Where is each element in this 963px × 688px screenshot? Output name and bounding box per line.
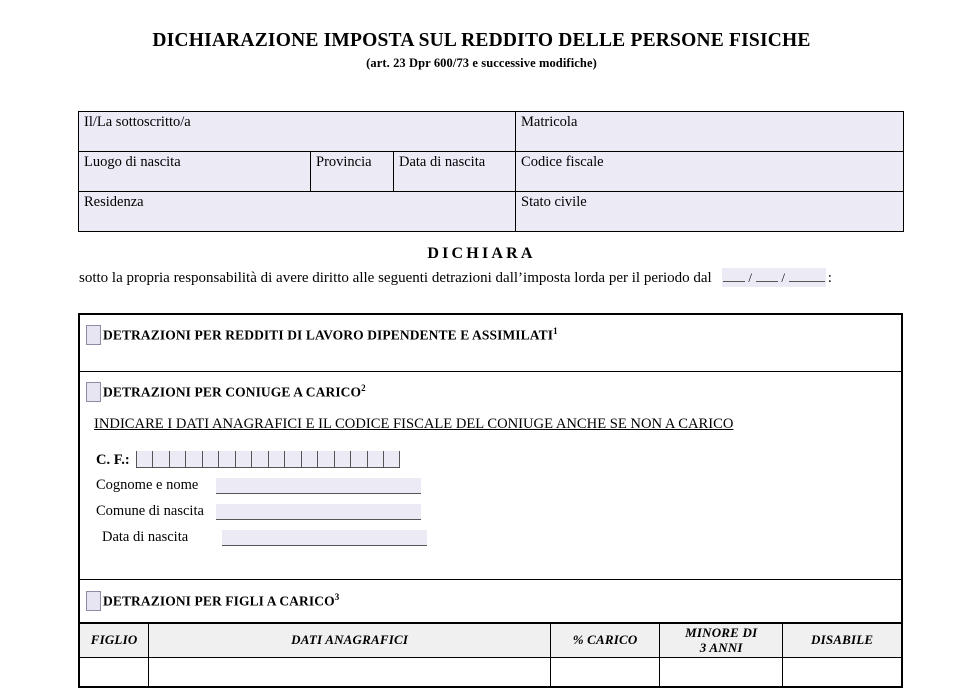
section-label	[103, 326, 558, 344]
table-row	[79, 192, 904, 232]
section-lavoro-dipendente	[80, 315, 901, 372]
coniuge-instruction: INDICARE I DATI ANAGRAFICI E IL CODICE FISCALE DEL CONIUGE ANCHE SE NON A CARICO	[94, 416, 734, 432]
column-header-figlio: FIGLIO	[79, 623, 149, 658]
checkbox-lavoro-dipendente[interactable]	[86, 325, 101, 345]
section-label	[103, 383, 366, 401]
declaration-text: sotto la propria responsabilità di avere diritto alle seguenti detrazioni dall’imposta lorda per il periodo dal	[79, 270, 712, 286]
field-label: Cognome e nome	[96, 476, 199, 493]
checkbox-coniuge[interactable]	[86, 382, 101, 402]
cf-cell[interactable]	[268, 451, 285, 467]
period-start-date-input[interactable]	[722, 268, 826, 287]
date-separator: /	[748, 270, 753, 285]
cf-cell[interactable]	[334, 451, 351, 467]
declaration-colon: :	[827, 270, 832, 286]
field-sottoscritto[interactable]	[79, 112, 516, 152]
coniuge-details	[80, 416, 901, 562]
cf-cell[interactable]	[169, 451, 186, 467]
table-row	[79, 112, 904, 152]
field-label: Residenza	[84, 194, 144, 210]
date-year-segment[interactable]	[789, 268, 825, 282]
cf-cell[interactable]	[152, 451, 169, 467]
field-label: Provincia	[316, 154, 372, 170]
field-label: Data di nascita	[102, 528, 189, 545]
cf-cell[interactable]	[317, 451, 334, 467]
cf-label: C. F.:	[96, 451, 130, 468]
cf-cell[interactable]	[301, 451, 318, 467]
field-luogo-nascita[interactable]	[79, 152, 311, 192]
field-label: Comune di nascita	[96, 502, 204, 519]
cell-dati-anagrafici[interactable]	[149, 658, 551, 688]
coniuge-cognome-row	[96, 474, 901, 494]
section-label-text: DETRAZIONI PER FIGLI A CARICO	[103, 593, 335, 609]
cell-percento-carico[interactable]	[551, 658, 660, 688]
title-block	[0, 0, 963, 71]
section-label-text: DETRAZIONI PER CONIUGE A CARICO	[103, 384, 362, 400]
cf-input-comb[interactable]	[136, 451, 400, 468]
field-label: Luogo di nascita	[84, 154, 181, 170]
footnote-marker: 2	[361, 383, 366, 394]
date-day-segment[interactable]	[723, 268, 745, 282]
checkbox-row	[80, 315, 901, 355]
cell-minore-3-anni[interactable]	[660, 658, 783, 688]
declaration-sentence	[79, 268, 909, 287]
field-codice-fiscale[interactable]	[516, 152, 904, 192]
cf-cell[interactable]	[367, 451, 384, 467]
footnote-marker: 1	[553, 326, 558, 337]
checkbox-row	[80, 372, 901, 412]
table-row	[79, 152, 904, 192]
cf-cell[interactable]	[383, 451, 400, 467]
cf-cell[interactable]	[284, 451, 301, 467]
coniuge-cf-row	[96, 451, 901, 468]
field-label: Matricola	[521, 114, 578, 130]
data-nascita-input[interactable]	[222, 530, 427, 546]
date-month-segment[interactable]	[756, 268, 778, 282]
figli-table-header-row	[79, 623, 902, 658]
figli-table	[78, 622, 903, 688]
section-figli	[80, 580, 901, 628]
detrazioni-panel	[78, 313, 903, 628]
section-coniuge	[80, 372, 901, 580]
field-label: Data di nascita	[399, 154, 486, 170]
section-label	[103, 592, 339, 610]
cell-disabile[interactable]	[783, 658, 902, 688]
field-matricola[interactable]	[516, 112, 904, 152]
cf-cell[interactable]	[202, 451, 219, 467]
personal-info-table	[78, 111, 904, 232]
footnote-marker: 3	[334, 592, 340, 603]
field-data-nascita[interactable]	[394, 152, 516, 192]
column-header-minore-3-anni	[660, 623, 783, 658]
field-label: Codice fiscale	[521, 154, 604, 170]
comune-nascita-input[interactable]	[216, 504, 421, 520]
cognome-nome-input[interactable]	[216, 478, 421, 494]
dichiara-heading: DICHIARA	[427, 245, 536, 262]
column-header-percento-carico: % CARICO	[551, 623, 660, 658]
field-stato-civile[interactable]	[516, 192, 904, 232]
checkbox-row	[80, 580, 901, 621]
date-separator: /	[781, 270, 786, 285]
field-label: Stato civile	[521, 194, 587, 210]
cf-cell[interactable]	[185, 451, 202, 467]
column-header-dati-anagrafici: DATI ANAGRAFICI	[149, 623, 551, 658]
field-label: Il/La sottoscritto/a	[84, 114, 191, 130]
cf-cell[interactable]	[251, 451, 268, 467]
section-label-text: DETRAZIONI PER REDDITI DI LAVORO DIPENDENTE E ASSIMILATI	[103, 327, 554, 343]
cell-figlio[interactable]	[79, 658, 149, 688]
coniuge-data-row	[96, 526, 901, 546]
header-line-2: 3 ANNI	[699, 639, 743, 655]
field-residenza[interactable]	[79, 192, 516, 232]
header-line-1: MINORE DI	[685, 625, 758, 641]
checkbox-figli[interactable]	[86, 591, 101, 611]
cf-cell[interactable]	[235, 451, 252, 467]
field-provincia[interactable]	[311, 152, 394, 192]
document-subtitle: (art. 23 Dpr 600/73 e successive modifiche)	[366, 56, 597, 71]
column-header-disabile: DISABILE	[783, 623, 902, 658]
table-row	[79, 658, 902, 688]
coniuge-comune-row	[96, 500, 901, 520]
cf-cell[interactable]	[350, 451, 367, 467]
cf-cell[interactable]	[218, 451, 235, 467]
cf-cell[interactable]	[136, 451, 153, 467]
document-title: DICHIARAZIONE IMPOSTA SUL REDDITO DELLE PERSONE FISICHE	[152, 30, 811, 51]
